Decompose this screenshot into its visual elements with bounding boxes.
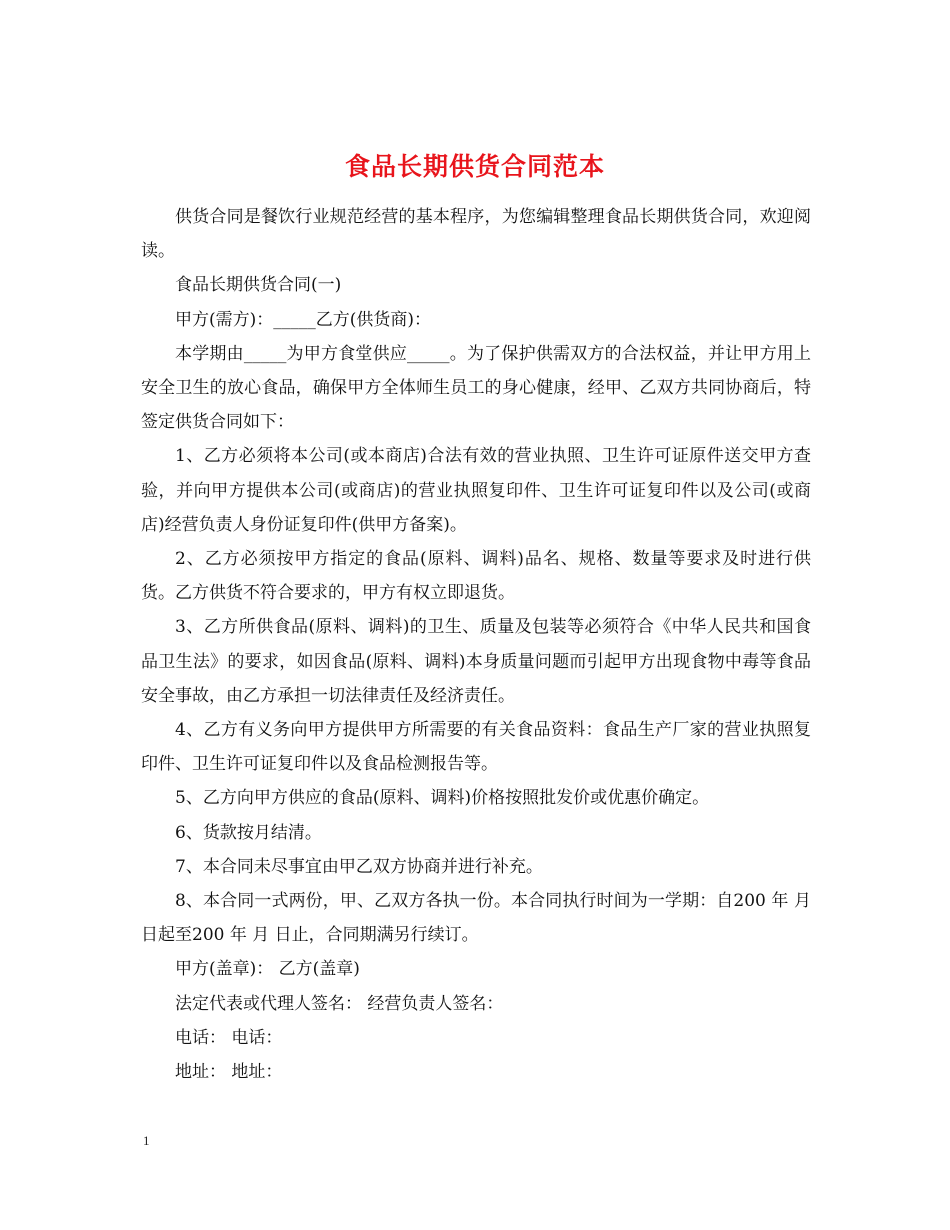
paragraph-addresses: 地址： 地址： — [175, 1062, 283, 1083]
document-title: 食品长期供货合同范本 — [344, 151, 605, 181]
paragraph-clause-1: 1、乙方必须将本公司(或本商店)合法有效的营业执照、卫生许可证原件送交甲方查验，并向甲方提供本公司(或商店)的营业执照复印件、卫生许可证复印件以及公司(或商店)经营负责人身份证复印件(供甲方备案)。 — [141, 446, 811, 535]
paragraph-clause-6: 6、货款按月结清。 — [175, 822, 322, 843]
paragraph-clause-7: 7、本合同未尽事宜由甲乙双方协商并进行补充。 — [175, 856, 543, 877]
paragraph-clause-4: 4、乙方有义务向甲方提供甲方所需要的有关食品资料：食品生产厂家的营业执照复印件、卫生许可证复印件以及食品检测报告等。 — [141, 720, 811, 775]
paragraph-clause-2: 2、乙方必须按甲方指定的食品(原料、调料)品名、规格、数量等要求及时进行供货。乙方供货不符合要求的，甲方有权立即退货。 — [141, 549, 811, 604]
paragraph-signatures: 法定代表或代理人签名： 经营负责人签名： — [175, 993, 504, 1014]
page-number: 1 — [143, 1133, 150, 1148]
paragraph-parties: 甲方(需方)：_____乙方(供货商)： — [175, 309, 432, 330]
paragraph-clause-3: 3、乙方所供食品(原料、调料)的卫生、质量及包装等必须符合《中华人民共和国食品卫生法》的要求，如因食品(原料、调料)本身质量问题而引起甲方出现食物中毒等食品安全事故，由乙方承担一切法律责任及经济责任。 — [141, 617, 811, 706]
paragraph-clause-8: 8、本合同一式两份，甲、乙双方各执一份。本合同执行时间为一学期：自200 年 月 日起至200 年 月 日止，合同期满另行续订。 — [141, 891, 811, 946]
paragraph-seals: 甲方(盖章)： 乙方(盖章) — [175, 959, 360, 980]
paragraph-preamble: 本学期由_____为甲方食堂供应_____。为了保护供需双方的合法权益，并让甲方用上安全卫生的放心食品，确保甲方全体师生员工的身心健康，经甲、乙双方共同协商后，特签定供货合同如下： — [141, 343, 811, 433]
paragraph-clause-5: 5、乙方向甲方供应的食品(原料、调料)价格按照批发价或优惠价确定。 — [175, 788, 710, 809]
document-body — [141, 200, 811, 1089]
paragraph-intro: 供货合同是餐饮行业规范经营的基本程序，为您编辑整理食品长期供货合同，欢迎阅读。 — [141, 207, 811, 262]
paragraph-contract-heading: 食品长期供货合同(一) — [175, 275, 342, 296]
paragraph-phones: 电话： 电话： — [175, 1027, 283, 1048]
